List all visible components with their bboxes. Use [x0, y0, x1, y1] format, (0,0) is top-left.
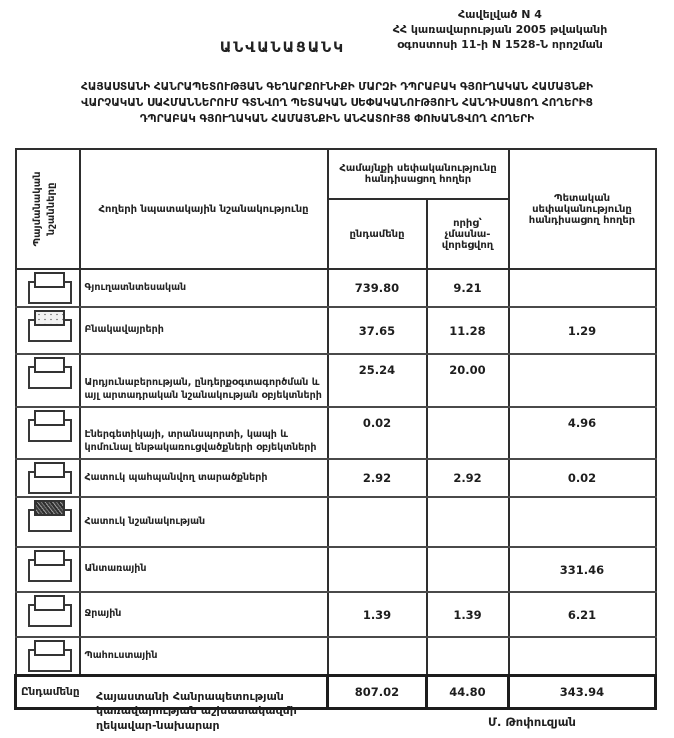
- totals-community-total: 807.02: [328, 676, 427, 709]
- symbol-cell: [16, 592, 80, 637]
- table-header-row-1: [16, 149, 656, 199]
- swatch-box: [34, 310, 65, 326]
- table-row-residential: [16, 307, 656, 354]
- totals-non-privatized: 44.80: [427, 676, 509, 709]
- land-category-label: Գյուղատնտեսական: [80, 269, 328, 307]
- community-total-value: 25.24: [328, 354, 427, 407]
- symbol-cell: [16, 269, 80, 307]
- non-privatized-value: 20.00: [427, 354, 509, 407]
- legend-swatch: [28, 640, 74, 672]
- symbol-cell: [16, 637, 80, 676]
- land-category-label: Հատուկ նշանակության: [80, 497, 328, 547]
- land-category-label: Էներգետիկայի, տրանսպորտի, կապի և կոմունալ ենթակառուցվածքների օբյեկտների: [80, 407, 328, 459]
- swatch-box: [34, 595, 65, 611]
- land-category-label: Հատուկ պահպանվող տարածքների: [80, 459, 328, 497]
- swatch-box: [34, 550, 65, 566]
- legend-swatch: [28, 357, 74, 389]
- annex-reference-block: [330, 8, 670, 53]
- community-total-value: [328, 637, 427, 676]
- column-header-purpose: Հողերի նպատակային նշանակությունը: [80, 149, 328, 269]
- heading-line-3: ԴՊՐԱԲԱԿ ԳՅՈՒՂԱԿԱՆ ՀԱՄԱՅՆՔԻՆ ԱՆՀԱՏՈՒՅՑ ՓՈԽԱՆՑՎՈՂ ՀՈՂԵՐԻ: [139, 112, 535, 125]
- signatory-title-line-1: Հայաստանի Հանրապետության: [96, 690, 284, 703]
- legend-swatch: [28, 462, 74, 494]
- totals-label: Ընդամենը: [16, 676, 328, 709]
- signatory-title-line-3: ղեկավար-նախարար: [96, 718, 220, 732]
- community-total-value: [328, 547, 427, 592]
- non-privatized-value: 11.28: [427, 307, 509, 354]
- legend-swatch: [28, 310, 74, 342]
- legend-swatch: [28, 550, 74, 582]
- community-total-value: 0.02: [328, 407, 427, 459]
- table-row-water: [16, 592, 656, 637]
- table-row-industrial: [16, 354, 656, 407]
- table-row-special-purpose: [16, 497, 656, 547]
- heading-line-2: ՎԱՐՉԱԿԱՆ ՍԱՀՄԱՆՆԵՐՈՒՄ ԳՏՆՎՈՂ ՊԵՏԱԿԱՆ ՍԵՓԱԿԱՆՈՒԹՅՈՒՆ ՀԱՆԴԻՍԱՑՈՂ ՀՈՂԵՐԻՑ: [81, 96, 593, 109]
- state-owned-value: 6.21: [509, 592, 656, 637]
- swatch-box: [34, 640, 65, 656]
- symbol-cell: [16, 547, 80, 592]
- land-category-label: Բնակավայրերի: [80, 307, 328, 354]
- community-total-value: 739.80: [328, 269, 427, 307]
- column-header-symbols: [16, 149, 80, 269]
- signatory-name: Մ. Թոփուզյան: [488, 715, 576, 729]
- state-owned-value: [509, 269, 656, 307]
- column-header-total: ընդամենը: [328, 199, 427, 269]
- legend-swatch: [28, 500, 74, 532]
- non-privatized-value: 9.21: [427, 269, 509, 307]
- land-category-label: Արդյունաբերության, ընդերքօգտագործման և այլ արտադրական նշանակության օբյեկտների: [80, 354, 328, 407]
- state-owned-value: [509, 354, 656, 407]
- non-privatized-value: [427, 497, 509, 547]
- swatch-box: [34, 357, 65, 373]
- annex-number: Հավելված N 4: [458, 8, 542, 21]
- community-total-value: 2.92: [328, 459, 427, 497]
- table-row-agricultural: [16, 269, 656, 307]
- symbol-cell: [16, 407, 80, 459]
- state-owned-value: 331.46: [509, 547, 656, 592]
- table-row-energy-transport: [16, 407, 656, 459]
- symbols-header-vertical-text: Պայմանական նշանները: [31, 171, 56, 247]
- signatory-title-line-2: կառավարության աշխատակազմի: [96, 704, 297, 718]
- land-category-label: Անտառային: [80, 547, 328, 592]
- community-total-value: 1.39: [328, 592, 427, 637]
- table-row-forest: [16, 547, 656, 592]
- state-owned-value: 0.02: [509, 459, 656, 497]
- swatch-box: [34, 410, 65, 426]
- document-title: ԱՆՎԱՆԱՑԱՆԿ: [219, 40, 346, 56]
- symbol-cell: [16, 497, 80, 547]
- legend-swatch: [28, 272, 74, 304]
- swatch-box: [34, 272, 65, 288]
- document-heading: [8, 80, 666, 127]
- totals-state-owned: 343.94: [509, 676, 656, 709]
- symbol-cell: [16, 354, 80, 407]
- symbol-cell: [16, 307, 80, 354]
- table-row-reserve: [16, 637, 656, 676]
- non-privatized-value: 2.92: [427, 459, 509, 497]
- column-header-of-which: որից՝ չմասնա-վորեցվող: [427, 199, 509, 269]
- land-distribution-table: [14, 148, 657, 710]
- non-privatized-value: 1.39: [427, 592, 509, 637]
- non-privatized-value: [427, 547, 509, 592]
- land-category-label: Ջրային: [80, 592, 328, 637]
- signatory-title-block: [96, 690, 297, 733]
- state-owned-value: [509, 497, 656, 547]
- state-owned-value: [509, 637, 656, 676]
- state-owned-value: 4.96: [509, 407, 656, 459]
- swatch-box: [34, 462, 65, 478]
- swatch-box: [34, 500, 65, 516]
- community-total-value: 37.65: [328, 307, 427, 354]
- column-header-community-group: Համայնքի սեփականությունը հանդիսացող հողեր: [328, 149, 509, 199]
- heading-line-1: ՀԱՅԱՍՏԱՆԻ ՀԱՆՐԱՊԵՏՈՒԹՅԱՆ ԳԵՂԱՐՔՈՒՆԻՔԻ ՄԱՐԶԻ ԴՊՐԱԲԱԿ ԳՅՈՒՂԱԿԱՆ ՀԱՄԱՅՆՔԻ: [81, 81, 593, 93]
- non-privatized-value: [427, 637, 509, 676]
- government-decision-line1: ՀՀ կառավարության 2005 թվականի: [392, 22, 608, 36]
- table-row-protected-areas: [16, 459, 656, 497]
- legend-swatch: [28, 595, 74, 627]
- legend-swatch: [28, 410, 74, 442]
- land-category-label: Պահուստային: [80, 637, 328, 676]
- community-total-value: [328, 497, 427, 547]
- column-header-state: Պետական սեփականությունը հանդիսացող հողեր: [509, 149, 656, 269]
- government-decision-line2: օգոստոսի 11-ի N 1528-Ն որոշման: [397, 37, 603, 51]
- symbol-cell: [16, 459, 80, 497]
- non-privatized-value: [427, 407, 509, 459]
- state-owned-value: 1.29: [509, 307, 656, 354]
